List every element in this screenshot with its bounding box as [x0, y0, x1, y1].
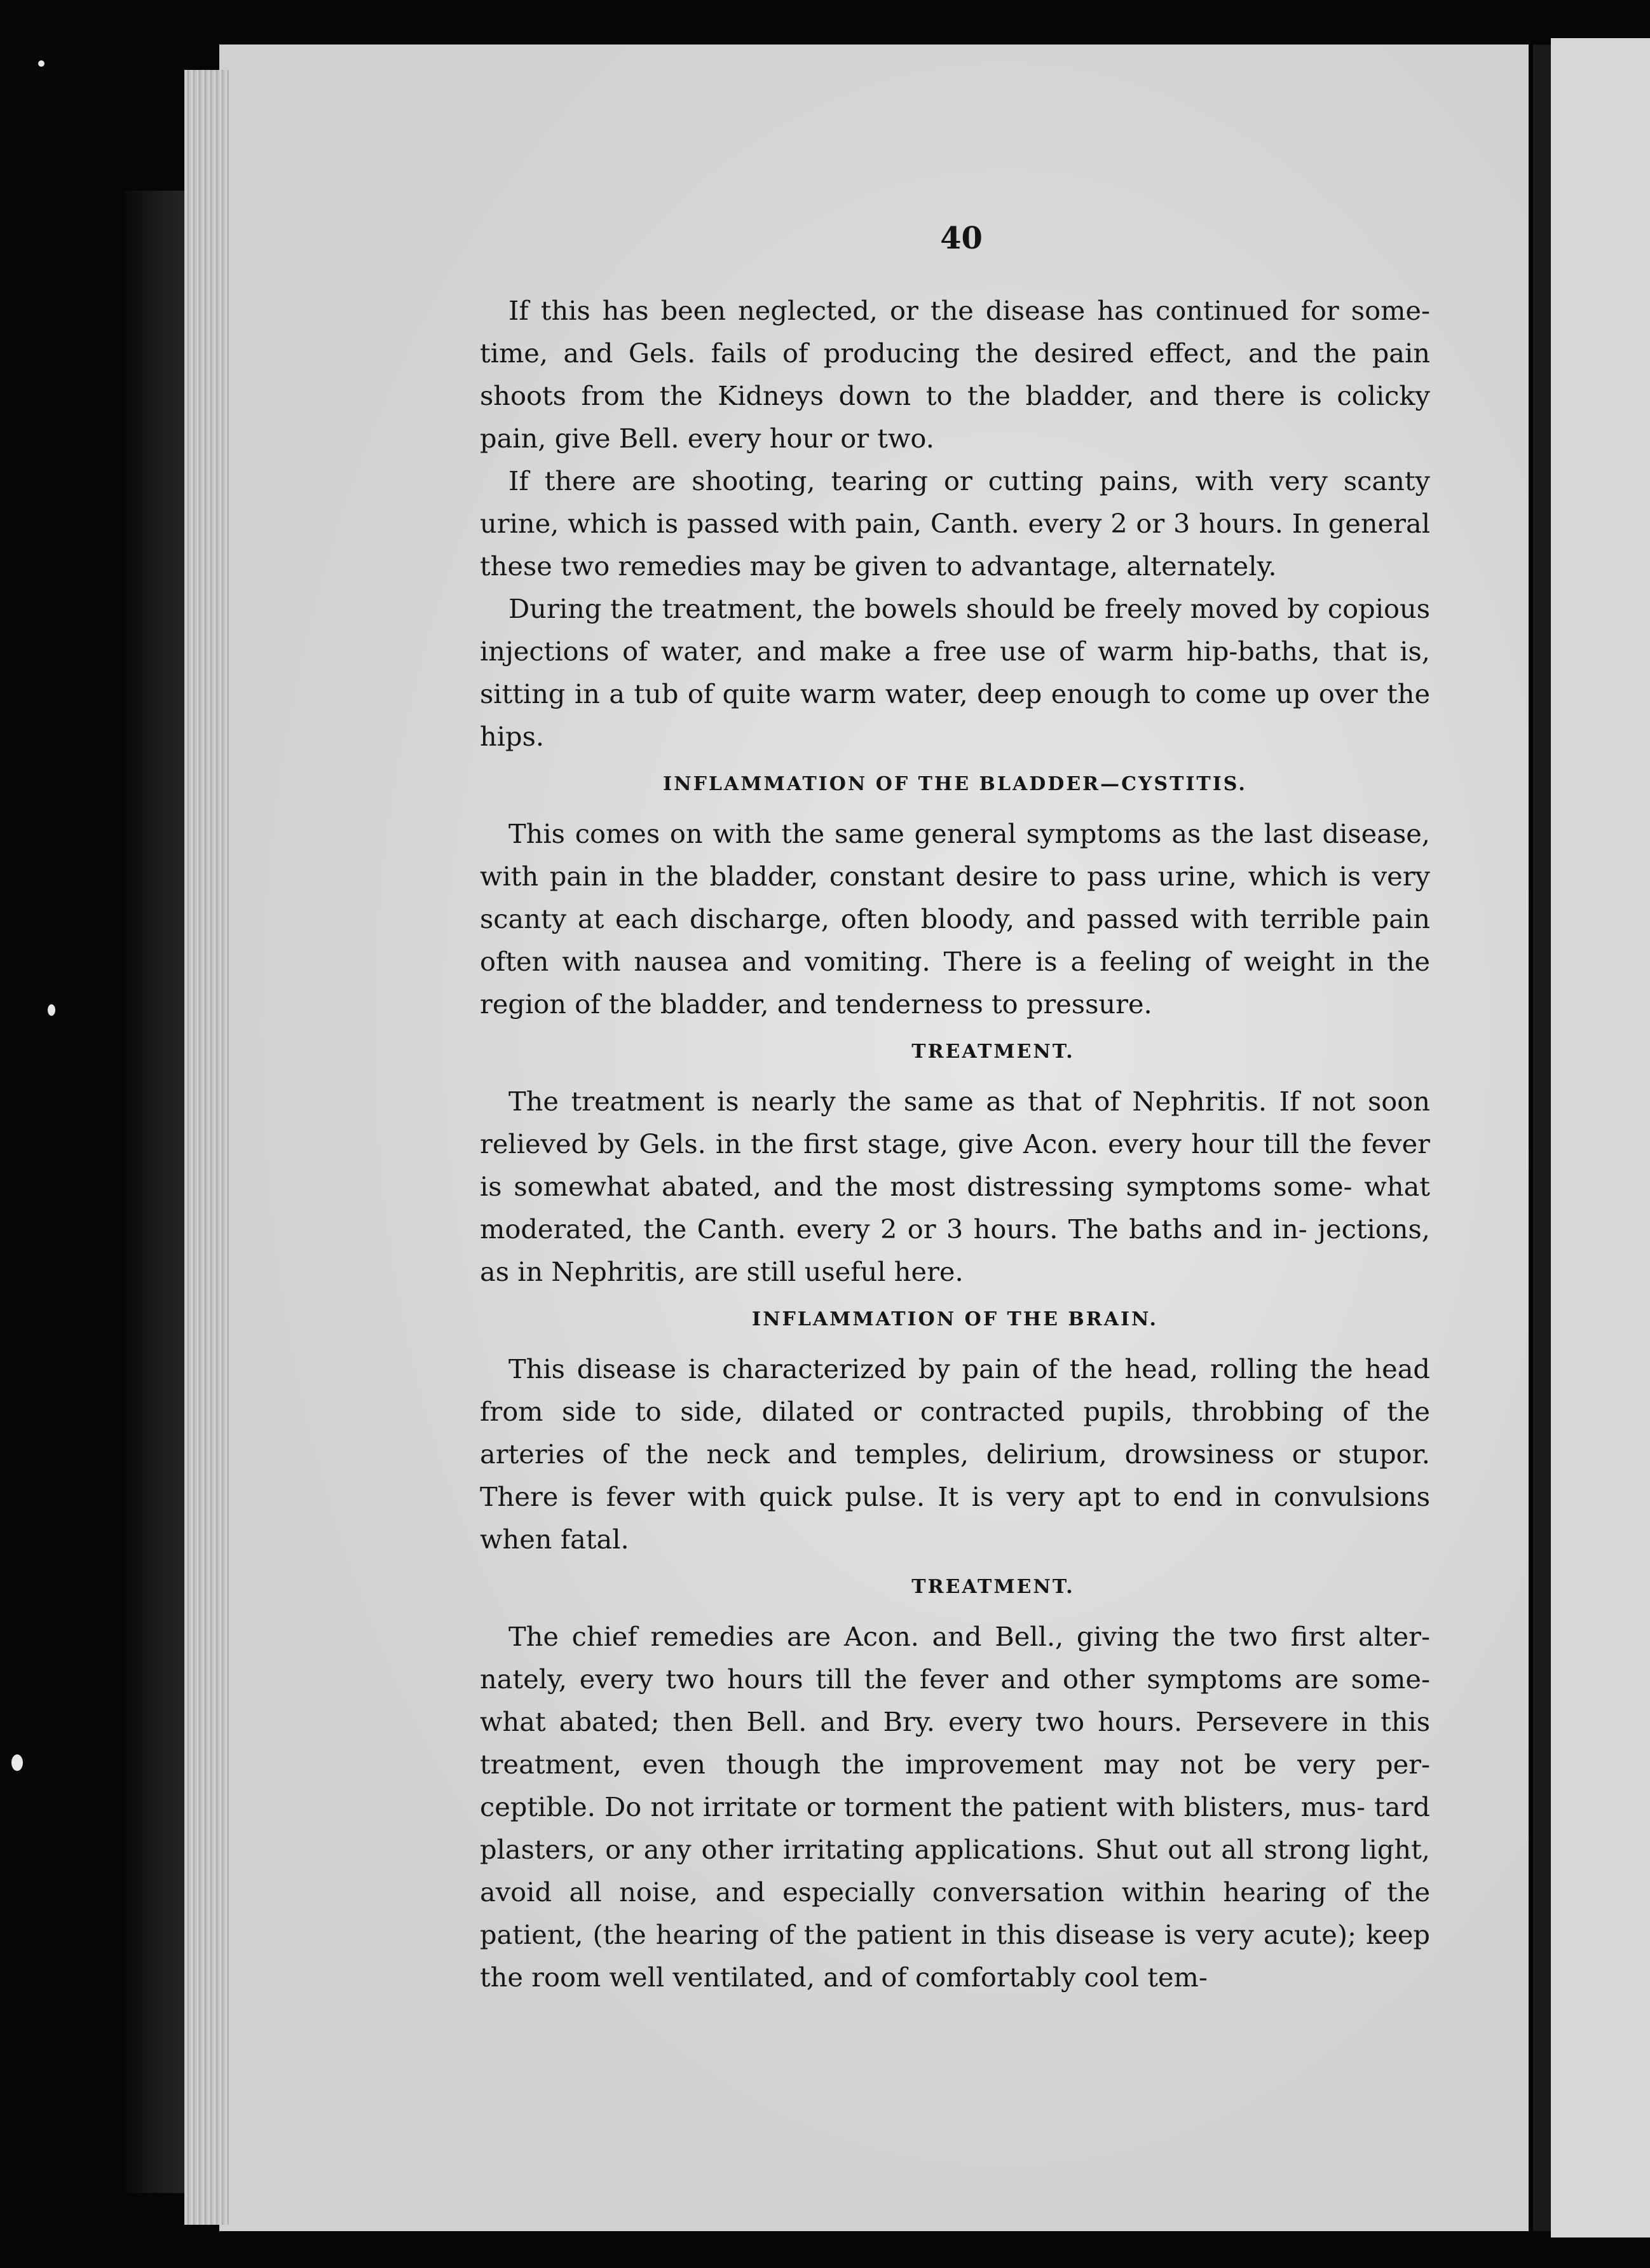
page-text — [480, 219, 1430, 1998]
subheading-treatment: TREATMENT. — [911, 1041, 1075, 1063]
section-heading-cystitis: INFLAMMATION OF THE BLADDER—CYSTITIS. — [663, 773, 1247, 795]
gutter-shadow — [1533, 44, 1551, 2231]
dust-speck — [11, 1754, 23, 1771]
dust-speck — [38, 60, 44, 67]
paragraph: If this has been neglected, or the disease has continued for some- time, and Gels. fails of producing the desired effect, and the pain shoots from the Kidneys down to the bladder, and there is colicky pain, give Bell. every hour or two. — [480, 295, 1430, 454]
page-stack-edge — [184, 70, 229, 2225]
paragraph: This disease is characterized by pain of the head, rolling the head from side to side, dilated or contracted pupils, throbbing of the arteries of the neck and temples, delirium, drowsiness or stupor. There is fever with quick pulse. It is very apt to end in convulsions when fatal. — [480, 1353, 1430, 1555]
paragraph: The treatment is nearly the same as that of Nephritis. If not soon relieved by Gels. in the first stage, give Acon. every hour till the fever is somewhat abated, and the most distressing symptoms some- what moderated, the Canth. every 2 or 3 hours. The baths and in- jections, as in Nephritis, are still useful here. — [480, 1086, 1430, 1287]
paragraph: The chief remedies are Acon. and Bell., giving the two first alter- nately, every two hours till the fever and other symptoms are some- what abated; then Bell. and Bry. every two hours. Persevere in this treatment, even though the improvement may not be very per- ceptible. Do not irritate or torment the patient with blisters, mus- tard plasters, or any other irritating applications. Shut out all strong light, avoid all noise, and especially conversation within hearing of the patient, (the hearing of the patient in this disease is very acute); keep the room well ventilated, and of comfortably cool tem- — [480, 1621, 1430, 1993]
subheading-treatment: TREATMENT. — [911, 1576, 1075, 1598]
page-number: 40 — [940, 221, 983, 256]
paragraph: This comes on with the same general symptoms as the last disease, with pain in the bladder, constant desire to pass urine, which is very scanty at each discharge, often bloody, and passed with terrible pain often with nausea and vomiting. There is a feeling of weight in the region of the bladder, and tenderness to pressure. — [480, 818, 1430, 1020]
facing-page-edge — [1551, 38, 1650, 2237]
dust-speck — [48, 1004, 55, 1016]
section-heading-brain: INFLAMMATION OF THE BRAIN. — [752, 1308, 1158, 1330]
paragraph: If there are shooting, tearing or cutting pains, with very scanty urine, which is passed with pain, Canth. every 2 or 3 hours. In general these two remedies may be given to advantage, alternately. — [480, 465, 1430, 582]
paragraph: During the treatment, the bowels should be freely moved by copious injections of water, and make a free use of warm hip-baths, that is, sitting in a tub of quite warm water, deep enough to come up over the hips. — [480, 593, 1430, 752]
